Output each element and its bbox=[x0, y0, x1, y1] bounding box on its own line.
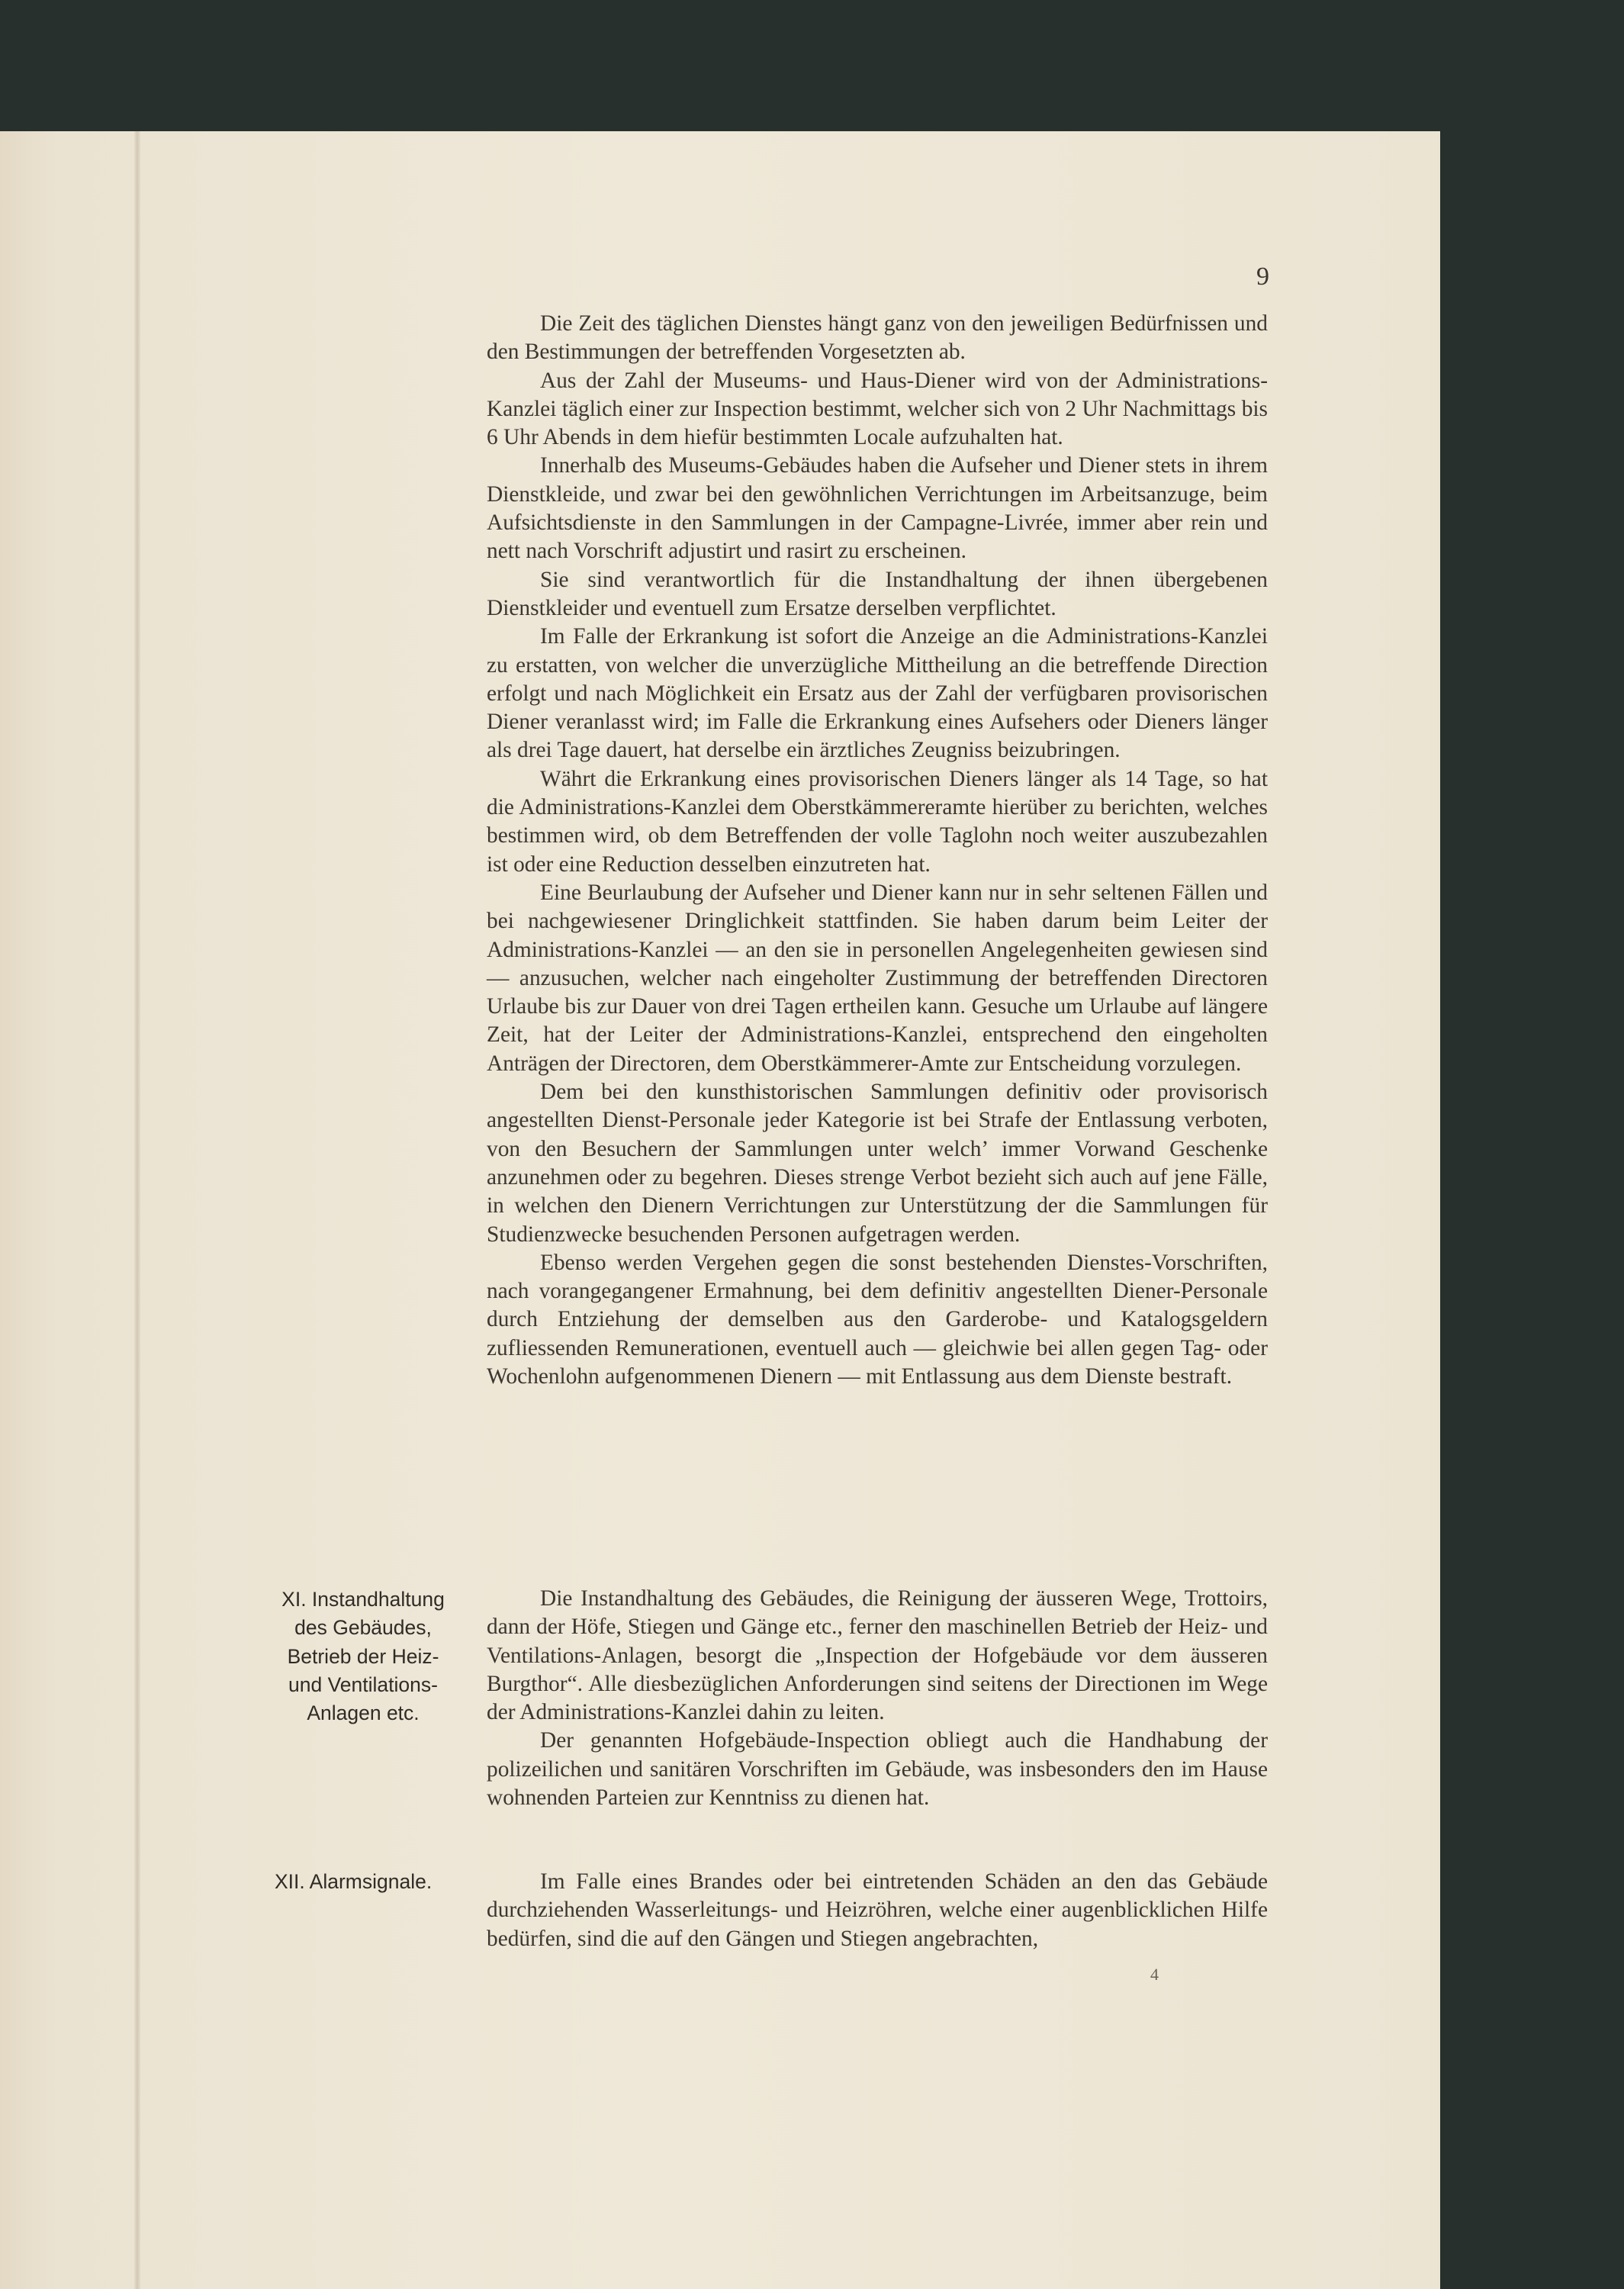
section-xi-text bbox=[487, 1585, 1268, 1812]
paragraph: Innerhalb des Museums-Gebäudes haben die Aufseher und Diener stets in ihrem Dienstkleide, und zwar bei den gewöhnlichen Verrichtungen im Arbeitsanzuge, beim Aufsichtsdienste in den Sammlungen in der Campagne-Livrée, immer aber rein und nett nach Vorschrift adjustirt und rasirt zu erscheinen. bbox=[487, 453, 1268, 564]
paragraph: Der genannten Hofgebäude-Inspection obliegt auch die Handhabung der polizeilichen und sanitären Vorschriften im Gebäude, was insbesonders den im Hause wohnenden Parteien zur Kenntniss zu dienen hat. bbox=[487, 1728, 1268, 1811]
paragraph: Dem bei den kunsthistorischen Sammlungen definitiv oder provisorisch angestellten Dienst-Personale jeder Kategorie ist bei Strafe der Entlassung verboten, von den Besuchern der Sammlungen unter welch’ immer Vorwand Geschenke anzunehmen oder zu begehren. Dieses strenge Verbot bezieht sich auch auf jene Fälle, in welchen den Dienern Verrichtungen zur Unterstützung der die Sammlungen für Studienzwecke besuchenden Personen aufgetragen werden. bbox=[487, 1080, 1268, 1247]
paragraph: Die Zeit des täglichen Dienstes hängt ganz von den jeweiligen Bedürfnissen und den Bestimmungen der betreffenden Vorgesetzten ab. bbox=[487, 311, 1268, 365]
section-xii-sidenote: XII. Alarmsignale. bbox=[275, 1870, 433, 1893]
sidenote-line: und Ventilations- bbox=[288, 1672, 438, 1696]
paragraph: Im Falle der Erkrankung ist sofort die Anzeige an die Administrations-Kanzlei zu erstatten, von welcher die unverzügliche Mittheilung an die betreffende Direction erfolgt und nach Möglichkeit ein Ersatz aus der Zahl der verfügbaren provisorischen Diener veranlasst wird; im Falle die Erkrankung eines Aufsehers oder Dieners länger als drei Tage dauert, hat derselbe ein ärztliches Zeugniss beizubringen. bbox=[487, 624, 1268, 763]
sidenote-line: des Gebäudes, bbox=[294, 1616, 432, 1640]
page-number: 9 bbox=[1256, 262, 1269, 291]
paragraph: Währt die Erkrankung eines provisorischen Dieners länger als 14 Tage, so hat die Administrations-Kanzlei dem Oberstkämmereramte hierüber zu berichten, welches bestimmen wird, ob dem Betreffenden der volle Taglohn noch weiter auszubezahlen ist oder eine Reduction desselben einzutreten hat. bbox=[487, 766, 1268, 877]
paragraph: Ebenso werden Vergehen gegen die sonst bestehenden Dienstes-Vorschriften, nach vorangegangener Ermahnung, bei dem definitiv angestellten Diener-Personale durch Entziehung der demselben aus den Garderobe- und Katalogsgeldern zufliessenden Remunerationen, eventuell auch — gleichwie bei allen gegen Tag- oder Wochenlohn aufgenommenen Dienern — mit Entlassung aus dem Dienste bestraft. bbox=[487, 1250, 1268, 1389]
section-xii-text bbox=[487, 1868, 1268, 1953]
book-gutter bbox=[134, 131, 140, 2289]
paragraph: Eine Beurlaubung der Aufseher und Diener kann nur in sehr seltenen Fällen und bei nachgewiesener Dringlichkeit stattfinden. Sie haben darum beim Leiter der Administrations-Kanzlei — an den sie in personellen Angelegenheiten gewiesen sind — anzusuchen, welcher nach eingeholter Zustimmung der betreffenden Directoren Urlaube bis zur Dauer von drei Tagen ertheilen kann. Gesuche um Urlaube auf längere Zeit, hat der Leiter der Administrations-Kanzlei, entsprechend den eingeholten Anträgen der Directoren, dem Oberstkämmerer-Amte zur Entscheidung vorzulegen. bbox=[487, 880, 1268, 1076]
paragraph: Sie sind verantwortlich für die Instandhaltung der ihnen übergebenen Dienstkleider und eventuell zum Ersatze derselben verpflichtet. bbox=[487, 567, 1268, 620]
paragraph: Im Falle eines Brandes oder bei eintretenden Schäden an den das Gebäude durchziehenden Wasserleitungs- und Heizröhren, welche einer augenblicklichen Hilfe bedürfen, sind die auf den Gängen und Stiegen angebrachten, bbox=[487, 1869, 1268, 1951]
section-xi-sidenote bbox=[259, 1586, 467, 1727]
signature-mark: 4 bbox=[1150, 1965, 1159, 1984]
sidenote-line: XI. Instandhaltung bbox=[281, 1588, 445, 1611]
sidenote-line: Anlagen etc. bbox=[307, 1701, 420, 1725]
main-text-block bbox=[487, 310, 1268, 1391]
sidenote-line: Betrieb der Heiz- bbox=[287, 1644, 439, 1668]
paragraph: Die Instandhaltung des Gebäudes, die Reinigung der äusseren Wege, Trottoirs, dann der Höfe, Stiegen und Gänge etc., ferner den maschinellen Betrieb der Heiz- und Ventilations-Anlagen, besorgt die „Inspection der Hofgebäude vor dem äusseren Burgthor“. Alle diesbezüglichen Anforderungen sind seitens der Directionen im Wege der Administrations-Kanzlei dahin zu leiten. bbox=[487, 1586, 1268, 1725]
paragraph: Aus der Zahl der Museums- und Haus-Diener wird von der Administrations-Kanzlei täglich einer zur Inspection bestimmt, welcher sich von 2 Uhr Nachmittags bis 6 Uhr Abends in dem hiefür bestimmten Locale aufzuhalten hat. bbox=[487, 368, 1268, 450]
